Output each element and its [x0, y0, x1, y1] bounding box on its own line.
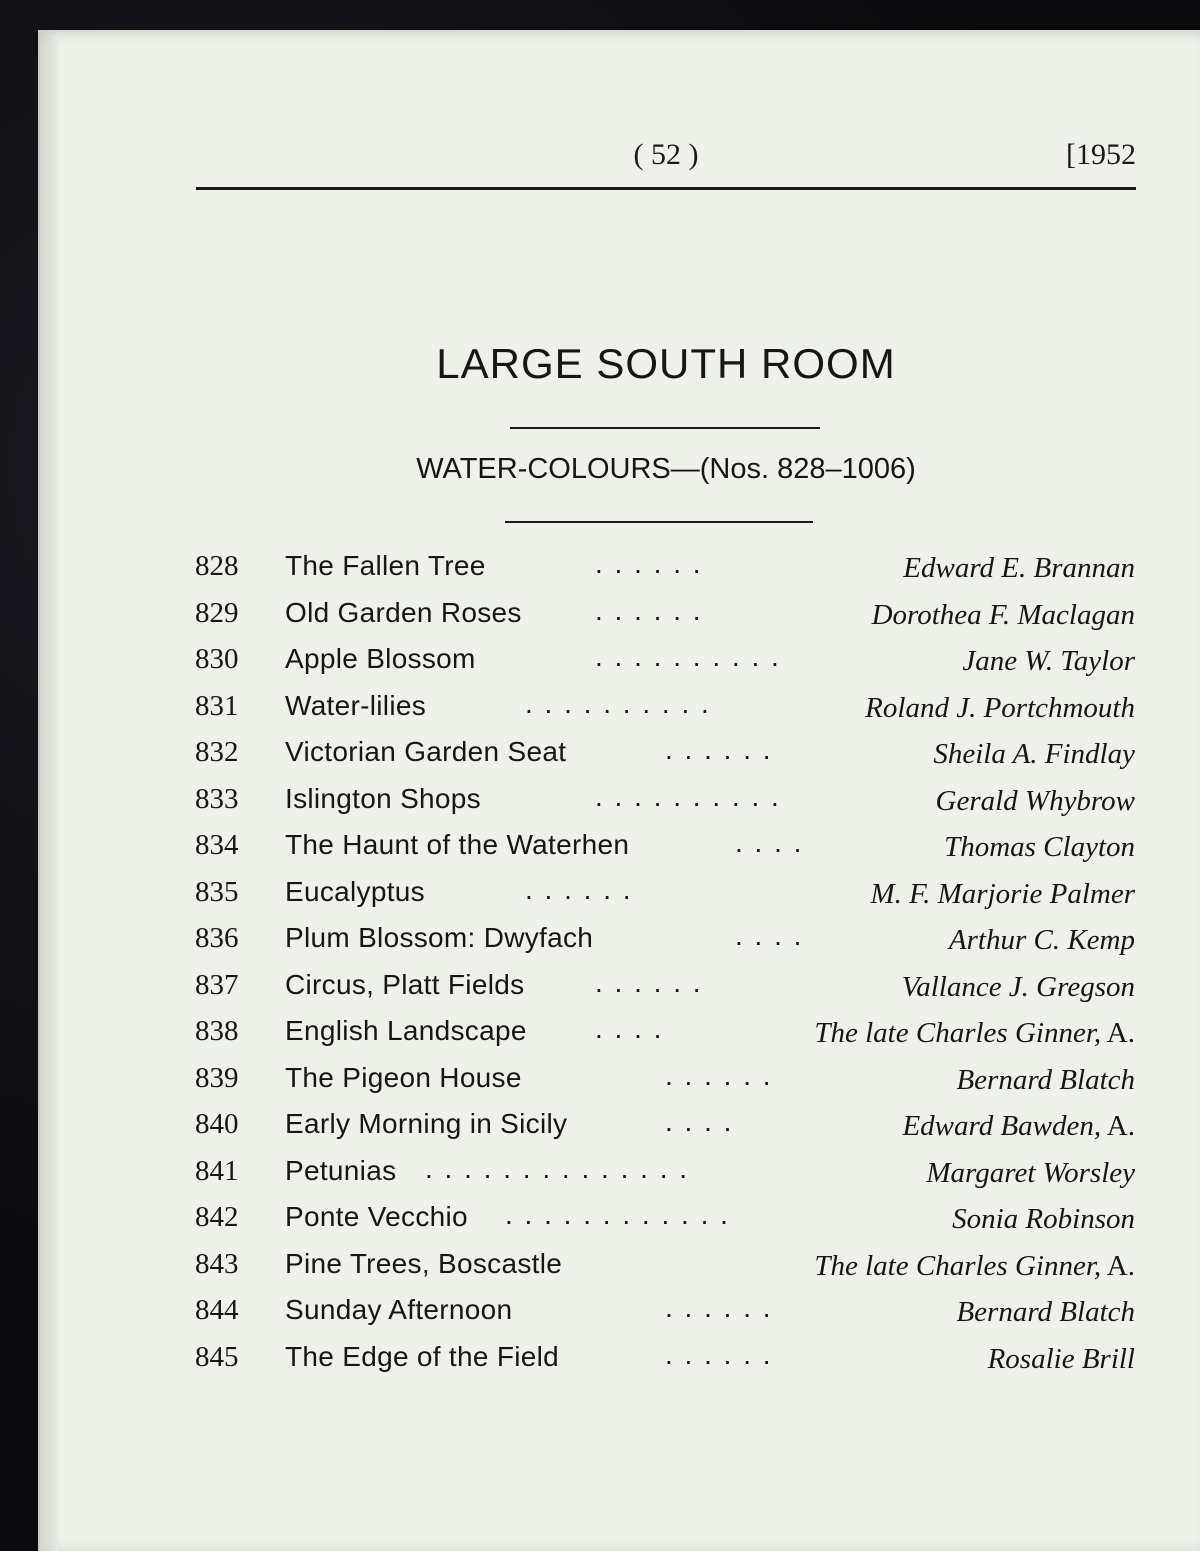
- page-edge: [48, 36, 58, 1551]
- entry-artist: [926, 1157, 1135, 1190]
- dot-leader: . . . . . .: [665, 1292, 773, 1323]
- artist-name: M. F. Marjorie Palmer: [870, 877, 1135, 910]
- entry-title: Eucalyptus: [285, 875, 425, 907]
- entry-row: [195, 686, 1135, 733]
- entry-title: Circus, Platt Fields: [285, 968, 525, 1000]
- entry-number: 837: [195, 968, 239, 1001]
- artist-name: Arthur C. Kemp: [948, 924, 1135, 956]
- entry-artist: [903, 552, 1135, 585]
- entry-artist: [814, 1250, 1135, 1283]
- artist-name: Jane W. Taylor: [962, 645, 1135, 677]
- entry-number: 842: [195, 1201, 239, 1233]
- artist-suffix: A.: [1101, 1110, 1135, 1142]
- artist-name: Thomas Clayton: [944, 831, 1135, 863]
- entry-title: Old Garden Roses: [285, 596, 522, 628]
- entry-number: 833: [195, 782, 239, 815]
- artist-name: Sonia Robinson: [952, 1203, 1135, 1235]
- entry-row: [195, 1011, 1135, 1058]
- entry-title: Islington Shops: [285, 782, 481, 814]
- entry-title: Water-lilies: [285, 689, 427, 721]
- entry-artist: [944, 831, 1135, 864]
- entry-row: [195, 1058, 1135, 1105]
- artist-suffix: A.: [1101, 1017, 1135, 1049]
- dot-leader: . . . .: [735, 920, 804, 951]
- entry-number: 841: [195, 1154, 239, 1187]
- entry-row: [195, 779, 1135, 826]
- artist-name: Edward Bawden,: [902, 1110, 1102, 1142]
- entry-number: 828: [195, 550, 239, 582]
- entry-artist: [956, 1064, 1135, 1097]
- entry-title: Petunias: [285, 1154, 397, 1186]
- section-rule: [505, 521, 813, 523]
- entry-artist: [962, 645, 1135, 678]
- artist-name: Sheila A. Findlay: [933, 738, 1135, 770]
- room-title: LARGE SOUTH ROOM: [436, 340, 896, 387]
- entry-artist: [902, 1110, 1135, 1143]
- dot-leader: . . . . . .: [665, 1338, 773, 1370]
- artist-name: Margaret Worsley: [926, 1156, 1135, 1189]
- entry-title: English Landscape: [285, 1015, 527, 1046]
- entry-artist: [936, 785, 1136, 818]
- section-title: WATER-COLOURS—(Nos. 828–1006): [416, 453, 916, 485]
- entry-row: [195, 546, 1135, 593]
- entry-title: Sunday Afternoon: [285, 1294, 513, 1325]
- entry-title: The Haunt of the Waterhen: [285, 829, 630, 860]
- entry-row: [195, 825, 1135, 872]
- artist-name: Bernard Blatch: [956, 1296, 1135, 1328]
- dot-leader: . . . .: [665, 1106, 734, 1137]
- entry-row: [195, 1290, 1135, 1337]
- entry-artist: [871, 878, 1135, 911]
- dot-leader: . . . . . . . . . . . .: [505, 1199, 730, 1230]
- artist-name: The late Charles Ginner,: [814, 1249, 1102, 1282]
- entry-artist: [902, 971, 1135, 1004]
- entry-title: The Pigeon House: [285, 1061, 522, 1093]
- dot-leader: . . . . . . . . . . . . . .: [425, 1152, 690, 1184]
- entry-row: [195, 593, 1135, 640]
- artist-name: Bernard Blatch: [956, 1063, 1135, 1096]
- entry-number: 843: [195, 1247, 239, 1280]
- entry-title: Plum Blossom: Dwyfach: [285, 922, 594, 953]
- entry-row: [195, 1197, 1135, 1244]
- dot-leader: . . . . . .: [595, 594, 703, 626]
- entry-number: 829: [195, 596, 239, 629]
- entry-title: Pine Trees, Boscastle: [285, 1247, 563, 1279]
- artist-name: Vallance J. Gregson: [901, 970, 1135, 1003]
- page-number: ( 52 ): [633, 138, 699, 171]
- dot-leader: . . . . . . . . . .: [525, 687, 711, 719]
- artist-name: Roland J. Portchmouth: [865, 691, 1135, 724]
- entry-artist: [952, 1203, 1135, 1236]
- dot-leader: . . . .: [595, 1013, 664, 1044]
- entry-row: [195, 1151, 1135, 1198]
- year-label: [1952: [1066, 138, 1136, 171]
- entry-row: [195, 872, 1135, 919]
- entry-row: [195, 732, 1135, 779]
- entry-number: 844: [195, 1294, 239, 1326]
- entry-list: [195, 546, 1135, 1383]
- artist-suffix: A.: [1101, 1249, 1135, 1282]
- entry-row: [195, 1337, 1135, 1384]
- artist-name: Dorothea F. Maclagan: [871, 598, 1135, 631]
- entry-row: [195, 1104, 1135, 1151]
- dot-leader: . . . . . .: [595, 548, 703, 579]
- entry-number: 840: [195, 1108, 239, 1140]
- entry-title: Victorian Garden Seat: [285, 736, 567, 767]
- entry-number: 836: [195, 922, 239, 954]
- entry-title: The Fallen Tree: [285, 550, 486, 581]
- entry-artist: [872, 599, 1135, 632]
- entry-title: Apple Blossom: [285, 643, 476, 674]
- dot-leader: . . . . . .: [665, 1059, 773, 1091]
- artist-name: Gerald Whybrow: [935, 784, 1135, 817]
- entry-number: 832: [195, 736, 239, 768]
- entry-row: [195, 918, 1135, 965]
- entry-number: 838: [195, 1015, 239, 1047]
- artist-name: The late Charles Ginner,: [814, 1017, 1102, 1049]
- dot-leader: . . . . . . . . . .: [595, 641, 781, 672]
- entry-artist: [949, 924, 1135, 957]
- entry-number: 831: [195, 689, 239, 722]
- entry-title: The Edge of the Field: [285, 1340, 560, 1372]
- dot-leader: . . . . . .: [525, 873, 633, 905]
- entry-number: 834: [195, 829, 239, 861]
- entry-artist: [933, 738, 1135, 771]
- artist-name: Rosalie Brill: [987, 1342, 1135, 1375]
- entry-title: Ponte Vecchio: [285, 1201, 468, 1232]
- entry-row: [195, 965, 1135, 1012]
- running-head: [196, 138, 1136, 178]
- dot-leader: . . . . . .: [665, 734, 773, 765]
- entry-artist: [814, 1017, 1135, 1050]
- entry-row: [195, 1244, 1135, 1291]
- entry-number: 845: [195, 1340, 239, 1373]
- dot-leader: . . . .: [735, 827, 804, 858]
- artist-name: Edward E. Brannan: [903, 552, 1135, 584]
- dot-leader: . . . . . . . . . .: [595, 780, 781, 812]
- entry-artist: [865, 692, 1135, 725]
- entry-title: Early Morning in Sicily: [285, 1108, 568, 1139]
- entry-number: 835: [195, 875, 239, 908]
- header-rule: [196, 187, 1136, 190]
- entry-artist: [956, 1296, 1135, 1329]
- title-rule: [510, 427, 820, 429]
- entry-row: [195, 639, 1135, 686]
- entry-number: 839: [195, 1061, 239, 1094]
- entry-number: 830: [195, 643, 239, 675]
- dot-leader: . . . . . .: [595, 966, 703, 998]
- entry-artist: [988, 1343, 1135, 1376]
